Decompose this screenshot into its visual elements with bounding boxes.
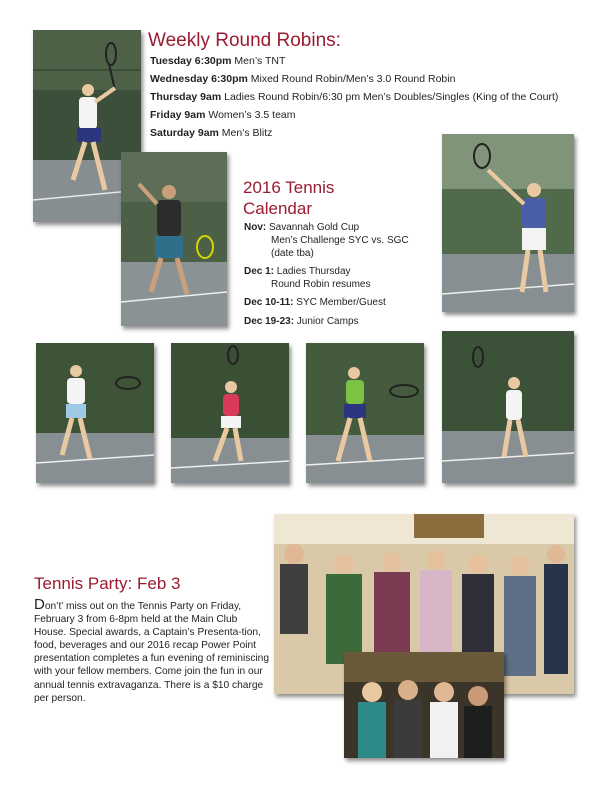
schedule-tuesday [150,55,285,67]
calendar-nov-line3: (date tba) [271,248,314,259]
calendar-label: Dec 19-23: [244,316,295,327]
schedule-desc: Ladies Round Robin/6:30 pm Men’s Doubles/Singles (King of the Court) [221,91,559,103]
schedule-thursday [150,91,558,103]
photo-player-white-dress [442,331,574,483]
calendar-text: SYC Member/Guest [293,297,386,308]
schedule-desc: Women’s 3.5 team [205,109,296,121]
calendar-label: Dec 1: [244,266,275,277]
schedule-desc: Men’s Blitz [218,127,273,139]
calendar-text: Savannah Gold Cup [266,222,360,233]
calendar-label: Dec 10-11: [244,297,294,308]
photo-player-male-backhand [121,152,227,326]
calendar-label: Nov: [244,222,267,233]
photo-player-green-top [306,343,424,483]
party-body-text: on’t’ miss out on the Tennis Party on Friday, February 3 from 6-8pm held at the Main Club House. Special awards, a Captain’s Presenta-tion, food, beverages and our 2016 recap Power Point presentation completes a fun evening of reminiscing with your fellow members. Come join the fun in our annual tennis extravaganza. There is a $10 charge per person. [34,601,270,704]
schedule-desc: Men’s TNT [231,55,286,67]
schedule-wednesday [150,73,455,85]
calendar-nov [244,222,359,233]
schedule-day: Saturday 9am [150,127,219,139]
party-body [34,598,272,705]
party-title: Tennis Party: Feb 3 [34,574,181,593]
calendar-nov-line2: Men’s Challenge SYC vs. SGC [271,235,409,246]
photo-player-pink-serve [171,343,289,483]
calendar-dec10-11 [244,297,386,308]
schedule-day: Tuesday 6:30pm [150,55,232,67]
schedule-friday [150,109,296,121]
party-dropcap: D [34,596,45,613]
calendar-text: Ladies Thursday [274,266,351,277]
schedule-day: Wednesday 6:30pm [150,73,248,85]
schedule-day: Thursday 9am [150,91,222,103]
photo-player-striped-shirt [442,134,574,312]
calendar-title-line1: 2016 Tennis [243,178,335,197]
round-robins-title: Weekly Round Robins: [148,30,341,51]
schedule-day: Friday 9am [150,109,206,121]
photo-player-blue-skirt [36,343,154,483]
calendar-dec19-23 [244,316,359,327]
photo-party-inset [344,652,504,758]
calendar-dec1-line2: Round Robin resumes [271,279,371,290]
calendar-text: Junior Camps [294,316,359,327]
calendar-title-line2: Calendar [243,199,312,218]
calendar-dec1 [244,266,351,277]
schedule-desc: Mixed Round Robin/Men’s 3.0 Round Robin [247,73,456,85]
schedule-saturday [150,127,272,139]
